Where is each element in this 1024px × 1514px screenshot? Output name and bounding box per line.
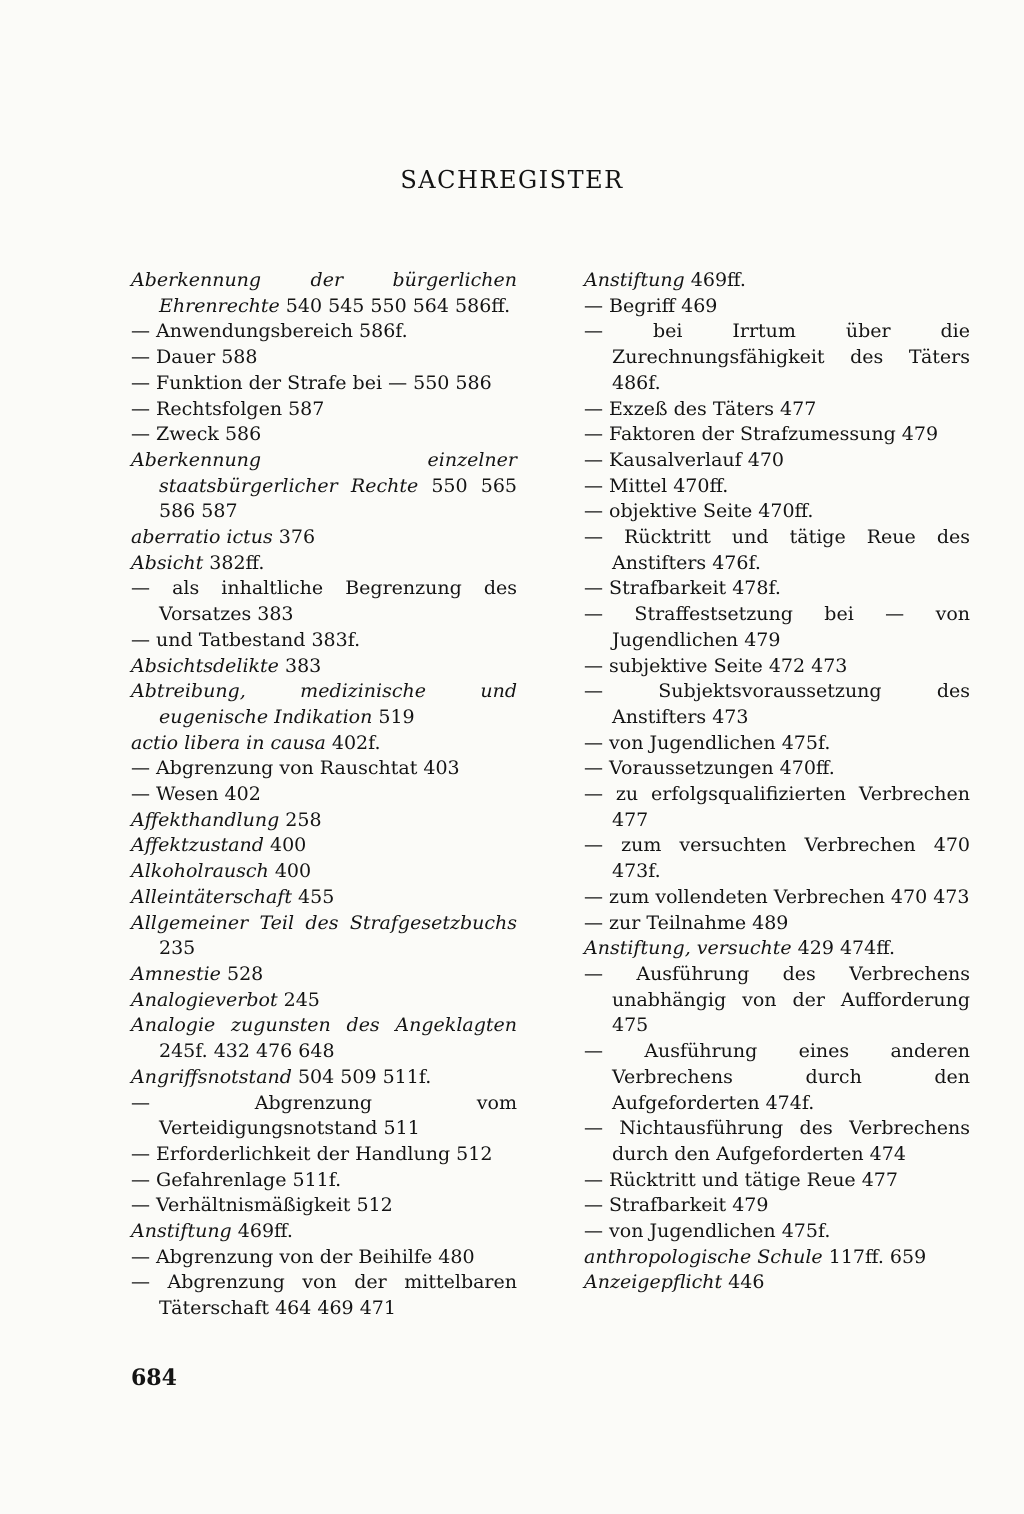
index-subentry bbox=[584, 1219, 970, 1245]
subentry-dash: — bbox=[584, 500, 610, 523]
index-page-refs: 245 bbox=[277, 988, 320, 1011]
subentry-text: Wesen 402 bbox=[156, 783, 261, 806]
subentry-dash: — bbox=[584, 1168, 610, 1191]
index-subentry bbox=[131, 345, 517, 371]
index-term: Allgemeiner Teil des Strafgesetzbuchs bbox=[131, 911, 517, 934]
subentry-text: zu erfolgsqualifizierten Verbrechen 477 bbox=[612, 783, 970, 831]
index-entry bbox=[131, 1065, 517, 1091]
subentry-dash: — bbox=[584, 680, 659, 703]
index-term: Angriffsnotstand bbox=[131, 1065, 292, 1088]
index-subentry bbox=[131, 628, 517, 654]
index-subentry bbox=[584, 962, 970, 1039]
subentry-dash: — bbox=[584, 1194, 610, 1217]
index-subentry bbox=[131, 1270, 517, 1321]
index-entry bbox=[131, 268, 517, 319]
index-page-refs: 258 bbox=[279, 808, 322, 831]
index-entry bbox=[131, 679, 517, 730]
subentry-text: Voraussetzungen 470ff. bbox=[609, 757, 835, 780]
index-subentry bbox=[131, 397, 517, 423]
index-term: Analogie zugunsten des Angeklagten bbox=[131, 1014, 517, 1037]
index-entry bbox=[131, 962, 517, 988]
subentry-text: Verhältnismäßigkeit 512 bbox=[156, 1194, 393, 1217]
subentry-dash: — bbox=[131, 423, 157, 446]
subentry-text: als inhaltliche Begrenzung des Vorsatzes 383 bbox=[159, 577, 517, 626]
subentry-text: bei Irrtum über die Zurechnungsfähigkeit des Täters 486f. bbox=[612, 320, 970, 394]
subentry-text: und Tatbestand 383f. bbox=[156, 628, 361, 651]
subentry-dash: — bbox=[584, 731, 610, 754]
subentry-text: Zweck 586 bbox=[156, 423, 262, 446]
subentry-dash: — bbox=[584, 834, 622, 857]
subentry-text: subjektive Seite 472 473 bbox=[609, 654, 848, 677]
index-page-refs: 402f. bbox=[325, 731, 381, 754]
subentry-text: zur Teilnahme 489 bbox=[609, 911, 789, 934]
subentry-text: Strafbarkeit 478f. bbox=[609, 577, 781, 600]
index-column-left bbox=[131, 268, 517, 1322]
subentry-dash: — bbox=[584, 423, 610, 446]
subentry-text: Strafbarkeit 479 bbox=[609, 1194, 769, 1217]
index-page-refs: 519 bbox=[372, 705, 415, 728]
subentry-text: zum vollendeten Verbrechen 470 473 bbox=[609, 885, 970, 908]
subentry-text: Begriff 469 bbox=[609, 294, 718, 317]
index-term: Absichtsdelikte bbox=[131, 654, 279, 677]
index-page-refs: 540 545 550 564 586ff. bbox=[279, 294, 511, 317]
index-term: Aberkennung der bürgerlichen Ehrenrechte bbox=[131, 269, 517, 317]
index-subentry bbox=[584, 1168, 970, 1194]
subentry-text: Rücktritt und tätige Reue des Anstifters 476f. bbox=[612, 526, 971, 574]
index-entry bbox=[131, 551, 517, 577]
index-subentry bbox=[584, 525, 970, 576]
index-term: Anstiftung, versuchte bbox=[584, 937, 792, 960]
index-subentry bbox=[131, 1245, 517, 1271]
index-page-refs: 245f. 432 476 648 bbox=[159, 1040, 335, 1063]
index-subentry bbox=[131, 319, 517, 345]
index-subentry bbox=[584, 679, 970, 730]
index-entry bbox=[131, 808, 517, 834]
subentry-dash: — bbox=[584, 757, 610, 780]
subentry-text: von Jugendlichen 475f. bbox=[609, 1220, 831, 1243]
index-term: Affektzustand bbox=[131, 834, 264, 857]
index-page-refs: 469ff. bbox=[684, 269, 746, 291]
index-entry bbox=[131, 988, 517, 1014]
subentry-dash: — bbox=[131, 397, 157, 420]
subentry-dash: — bbox=[131, 1271, 168, 1294]
index-entry bbox=[131, 1013, 517, 1064]
index-term: Anstiftung bbox=[584, 269, 685, 291]
index-subentry bbox=[584, 731, 970, 757]
subentry-text: zum versuchten Verbrechen 470 473f. bbox=[612, 834, 971, 883]
index-page-refs: 504 509 511f. bbox=[291, 1065, 432, 1088]
index-term: anthropologische Schule bbox=[584, 1245, 823, 1268]
index-page-refs: 400 bbox=[263, 834, 307, 857]
subentry-text: Dauer 588 bbox=[156, 346, 258, 369]
subentry-dash: — bbox=[131, 628, 157, 651]
index-subentry bbox=[584, 397, 970, 423]
index-term: Alkoholrausch bbox=[131, 860, 269, 883]
index-page-refs: 117ff. 659 bbox=[822, 1245, 927, 1268]
subentry-text: Faktoren der Strafzumessung 479 bbox=[609, 423, 939, 446]
subentry-dash: — bbox=[131, 1168, 157, 1191]
index-subentry bbox=[584, 1116, 970, 1167]
subentry-dash: — bbox=[131, 757, 157, 780]
subentry-text: Anwendungsbereich 586f. bbox=[156, 320, 408, 343]
index-term: Analogieverbot bbox=[131, 988, 278, 1011]
subentry-text: Nichtausführung des Verbrechens durch den Aufgeforderten 474 bbox=[612, 1117, 970, 1165]
index-entry bbox=[131, 448, 517, 525]
index-term: actio libera in causa bbox=[131, 731, 326, 754]
index-subentry bbox=[131, 371, 517, 397]
index-page-refs: 400 bbox=[268, 860, 312, 883]
subentry-text: Rücktritt und tätige Reue 477 bbox=[609, 1168, 898, 1191]
subentry-dash: — bbox=[584, 397, 610, 420]
index-entry bbox=[131, 525, 517, 551]
subentry-text: Rechtsfolgen 587 bbox=[156, 397, 325, 420]
subentry-text: Mittel 470ff. bbox=[609, 474, 729, 497]
index-subentry bbox=[584, 654, 970, 680]
subentry-dash: — bbox=[131, 577, 173, 600]
subentry-dash: — bbox=[584, 654, 610, 677]
index-term: Absicht bbox=[131, 551, 204, 574]
index-subentry bbox=[131, 1168, 517, 1194]
index-entry bbox=[131, 654, 517, 680]
index-term: aberratio ictus bbox=[131, 526, 273, 549]
page-number: 684 bbox=[131, 1365, 177, 1391]
index-entry bbox=[584, 268, 970, 294]
subentry-dash: — bbox=[131, 371, 157, 394]
subentry-text: Ausführung des Verbrechens unabhängig von der Aufforderung 475 bbox=[612, 962, 970, 1037]
index-entry bbox=[131, 885, 517, 911]
index-subentry bbox=[584, 448, 970, 474]
index-page-refs: 376 bbox=[272, 526, 316, 549]
subentry-dash: — bbox=[584, 526, 625, 549]
index-page-refs: 235 bbox=[159, 937, 196, 960]
index-page-refs: 429 474ff. bbox=[791, 937, 896, 960]
subentry-text: Subjektsvoraussetzung des Anstifters 473 bbox=[612, 680, 971, 728]
index-entry bbox=[131, 1219, 517, 1245]
index-entry bbox=[131, 859, 517, 885]
subentry-dash: — bbox=[584, 1220, 610, 1243]
index-term: Anzeigepflicht bbox=[584, 1271, 723, 1294]
index-column-right bbox=[584, 268, 970, 1296]
index-page-refs: 455 bbox=[291, 885, 335, 908]
index-subentry bbox=[584, 756, 970, 782]
subentry-dash: — bbox=[584, 320, 653, 343]
index-subentry bbox=[584, 499, 970, 525]
index-subentry bbox=[584, 319, 970, 396]
subentry-dash: — bbox=[131, 1245, 157, 1268]
index-term: Anstiftung bbox=[131, 1220, 232, 1243]
index-subentry bbox=[131, 576, 517, 627]
index-entry bbox=[584, 1270, 970, 1296]
index-subentry bbox=[584, 602, 970, 653]
subentry-text: Abgrenzung vom Verteidigungsnotstand 511 bbox=[159, 1091, 517, 1140]
index-subentry bbox=[584, 422, 970, 448]
index-page-refs: 382ff. bbox=[203, 551, 265, 574]
index-page-refs: 446 bbox=[722, 1271, 765, 1294]
index-entry bbox=[584, 1245, 970, 1271]
index-subentry bbox=[131, 1142, 517, 1168]
subentry-dash: — bbox=[584, 448, 610, 471]
index-subentry bbox=[584, 1039, 970, 1116]
subentry-dash: — bbox=[131, 783, 157, 806]
index-term: Aberkennung einzelner staatsbürgerlicher Rechte bbox=[131, 448, 517, 497]
subentry-text: Gefahrenlage 511f. bbox=[156, 1168, 342, 1191]
index-subentry bbox=[584, 474, 970, 500]
index-page-refs: 469ff. bbox=[231, 1220, 293, 1243]
index-entry bbox=[584, 936, 970, 962]
subentry-dash: — bbox=[584, 1040, 645, 1063]
index-subentry bbox=[131, 422, 517, 448]
subentry-dash: — bbox=[131, 320, 157, 343]
subentry-dash: — bbox=[584, 962, 637, 985]
subentry-dash: — bbox=[584, 783, 616, 806]
index-subentry bbox=[584, 911, 970, 937]
index-subentry bbox=[131, 756, 517, 782]
index-subentry bbox=[584, 576, 970, 602]
index-page-refs: 528 bbox=[220, 962, 264, 985]
subentry-dash: — bbox=[584, 294, 610, 317]
index-subentry bbox=[584, 294, 970, 320]
subentry-text: Kausalverlauf 470 bbox=[609, 448, 784, 471]
subentry-text: objektive Seite 470ff. bbox=[609, 500, 814, 523]
page-title: SACHREGISTER bbox=[400, 166, 624, 194]
subentry-text: Abgrenzung von Rauschtat 403 bbox=[156, 757, 460, 780]
index-subentry bbox=[131, 1193, 517, 1219]
subentry-dash: — bbox=[584, 474, 610, 497]
subentry-text: Abgrenzung von der Beihilfe 480 bbox=[156, 1245, 475, 1268]
subentry-text: von Jugendlichen 475f. bbox=[609, 731, 831, 754]
index-term: Amnestie bbox=[131, 962, 221, 985]
subentry-dash: — bbox=[584, 603, 635, 626]
index-subentry bbox=[131, 1091, 517, 1142]
subentry-text: Exzeß des Täters 477 bbox=[609, 397, 817, 420]
subentry-text: Straffestsetzung bei — von Jugendlichen 479 bbox=[612, 603, 971, 651]
subentry-dash: — bbox=[584, 885, 610, 908]
index-subentry bbox=[584, 833, 970, 884]
index-page-refs: 383 bbox=[278, 654, 322, 677]
index-subentry bbox=[584, 782, 970, 833]
index-term: Affekthandlung bbox=[131, 808, 280, 831]
subentry-dash: — bbox=[131, 1142, 157, 1165]
subentry-text: Funktion der Strafe bei — 550 586 bbox=[156, 371, 492, 394]
index-entry bbox=[131, 911, 517, 962]
subentry-text: Erforderlichkeit der Handlung 512 bbox=[156, 1142, 493, 1165]
subentry-dash: — bbox=[584, 577, 610, 600]
index-entry bbox=[131, 731, 517, 757]
index-term: Abtreibung, medizinische und eugenische Indikation bbox=[131, 680, 517, 728]
subentry-dash: — bbox=[131, 346, 157, 369]
subentry-text: Abgrenzung von der mittelbaren Täterschaft 464 469 471 bbox=[159, 1271, 517, 1320]
index-subentry bbox=[584, 1193, 970, 1219]
index-entry bbox=[131, 833, 517, 859]
index-page-refs: 550 565 586 587 bbox=[159, 474, 517, 523]
subentry-text: Ausführung eines anderen Verbrechens durch den Aufgeforderten 474f. bbox=[612, 1040, 970, 1114]
subentry-dash: — bbox=[131, 1194, 157, 1217]
subentry-dash: — bbox=[584, 1117, 620, 1140]
subentry-dash: — bbox=[131, 1091, 255, 1114]
subentry-dash: — bbox=[584, 911, 610, 934]
index-subentry bbox=[131, 782, 517, 808]
index-subentry bbox=[584, 885, 970, 911]
index-term: Alleintäterschaft bbox=[131, 885, 292, 908]
